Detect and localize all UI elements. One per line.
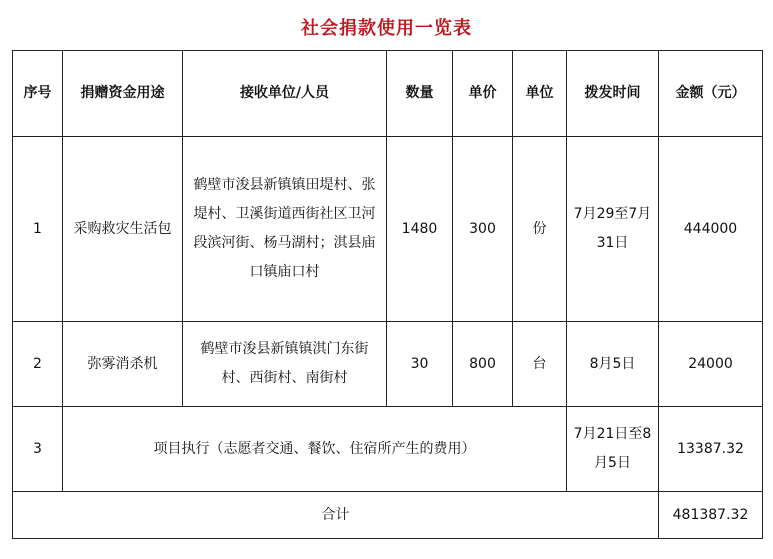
page-title: 社会捐款使用一览表 <box>301 18 472 39</box>
table-header-row <box>13 51 763 137</box>
cell-purpose: 弥雾消杀机 <box>63 322 183 407</box>
cell-quantity: 30 <box>387 322 453 407</box>
header-unit-price: 单价 <box>453 51 513 137</box>
cell-amount: 24000 <box>659 322 763 407</box>
cell-unit: 台 <box>513 322 567 407</box>
table-row <box>13 322 763 407</box>
header-amount: 金额（元） <box>659 51 763 137</box>
cell-unit-price: 300 <box>453 137 513 322</box>
cell-unit-price: 800 <box>453 322 513 407</box>
cell-seq: 1 <box>13 137 63 322</box>
table-row <box>13 137 763 322</box>
header-receiver: 接收单位/人员 <box>183 51 387 137</box>
cell-unit: 份 <box>513 137 567 322</box>
cell-seq: 3 <box>13 407 63 492</box>
header-unit: 单位 <box>513 51 567 137</box>
header-quantity: 数量 <box>387 51 453 137</box>
cell-purpose: 项目执行（志愿者交通、餐饮、住宿所产生的费用） <box>63 407 567 492</box>
total-amount: 481387.32 <box>659 492 763 539</box>
cell-receiver: 鹤壁市浚县新镇镇田堤村、张堤村、卫溪街道西街社区卫河段滨河街、杨马湖村；淇县庙口镇庙口村 <box>183 137 387 322</box>
cell-date: 7月21日至8月5日 <box>567 407 659 492</box>
cell-amount: 444000 <box>659 137 763 322</box>
header-purpose: 捐赠资金用途 <box>63 51 183 137</box>
cell-purpose: 采购救灾生活包 <box>63 137 183 322</box>
cell-receiver: 鹤壁市浚县新镇镇淇门东街村、西街村、南街村 <box>183 322 387 407</box>
cell-amount: 13387.32 <box>659 407 763 492</box>
donation-table <box>12 50 763 539</box>
total-label: 合计 <box>13 492 659 539</box>
cell-seq: 2 <box>13 322 63 407</box>
cell-date: 8月5日 <box>567 322 659 407</box>
total-row <box>13 492 763 539</box>
header-seq: 序号 <box>13 51 63 137</box>
header-date: 拨发时间 <box>567 51 659 137</box>
cell-date: 7月29至7月31日 <box>567 137 659 322</box>
table-row <box>13 407 763 492</box>
cell-quantity: 1480 <box>387 137 453 322</box>
